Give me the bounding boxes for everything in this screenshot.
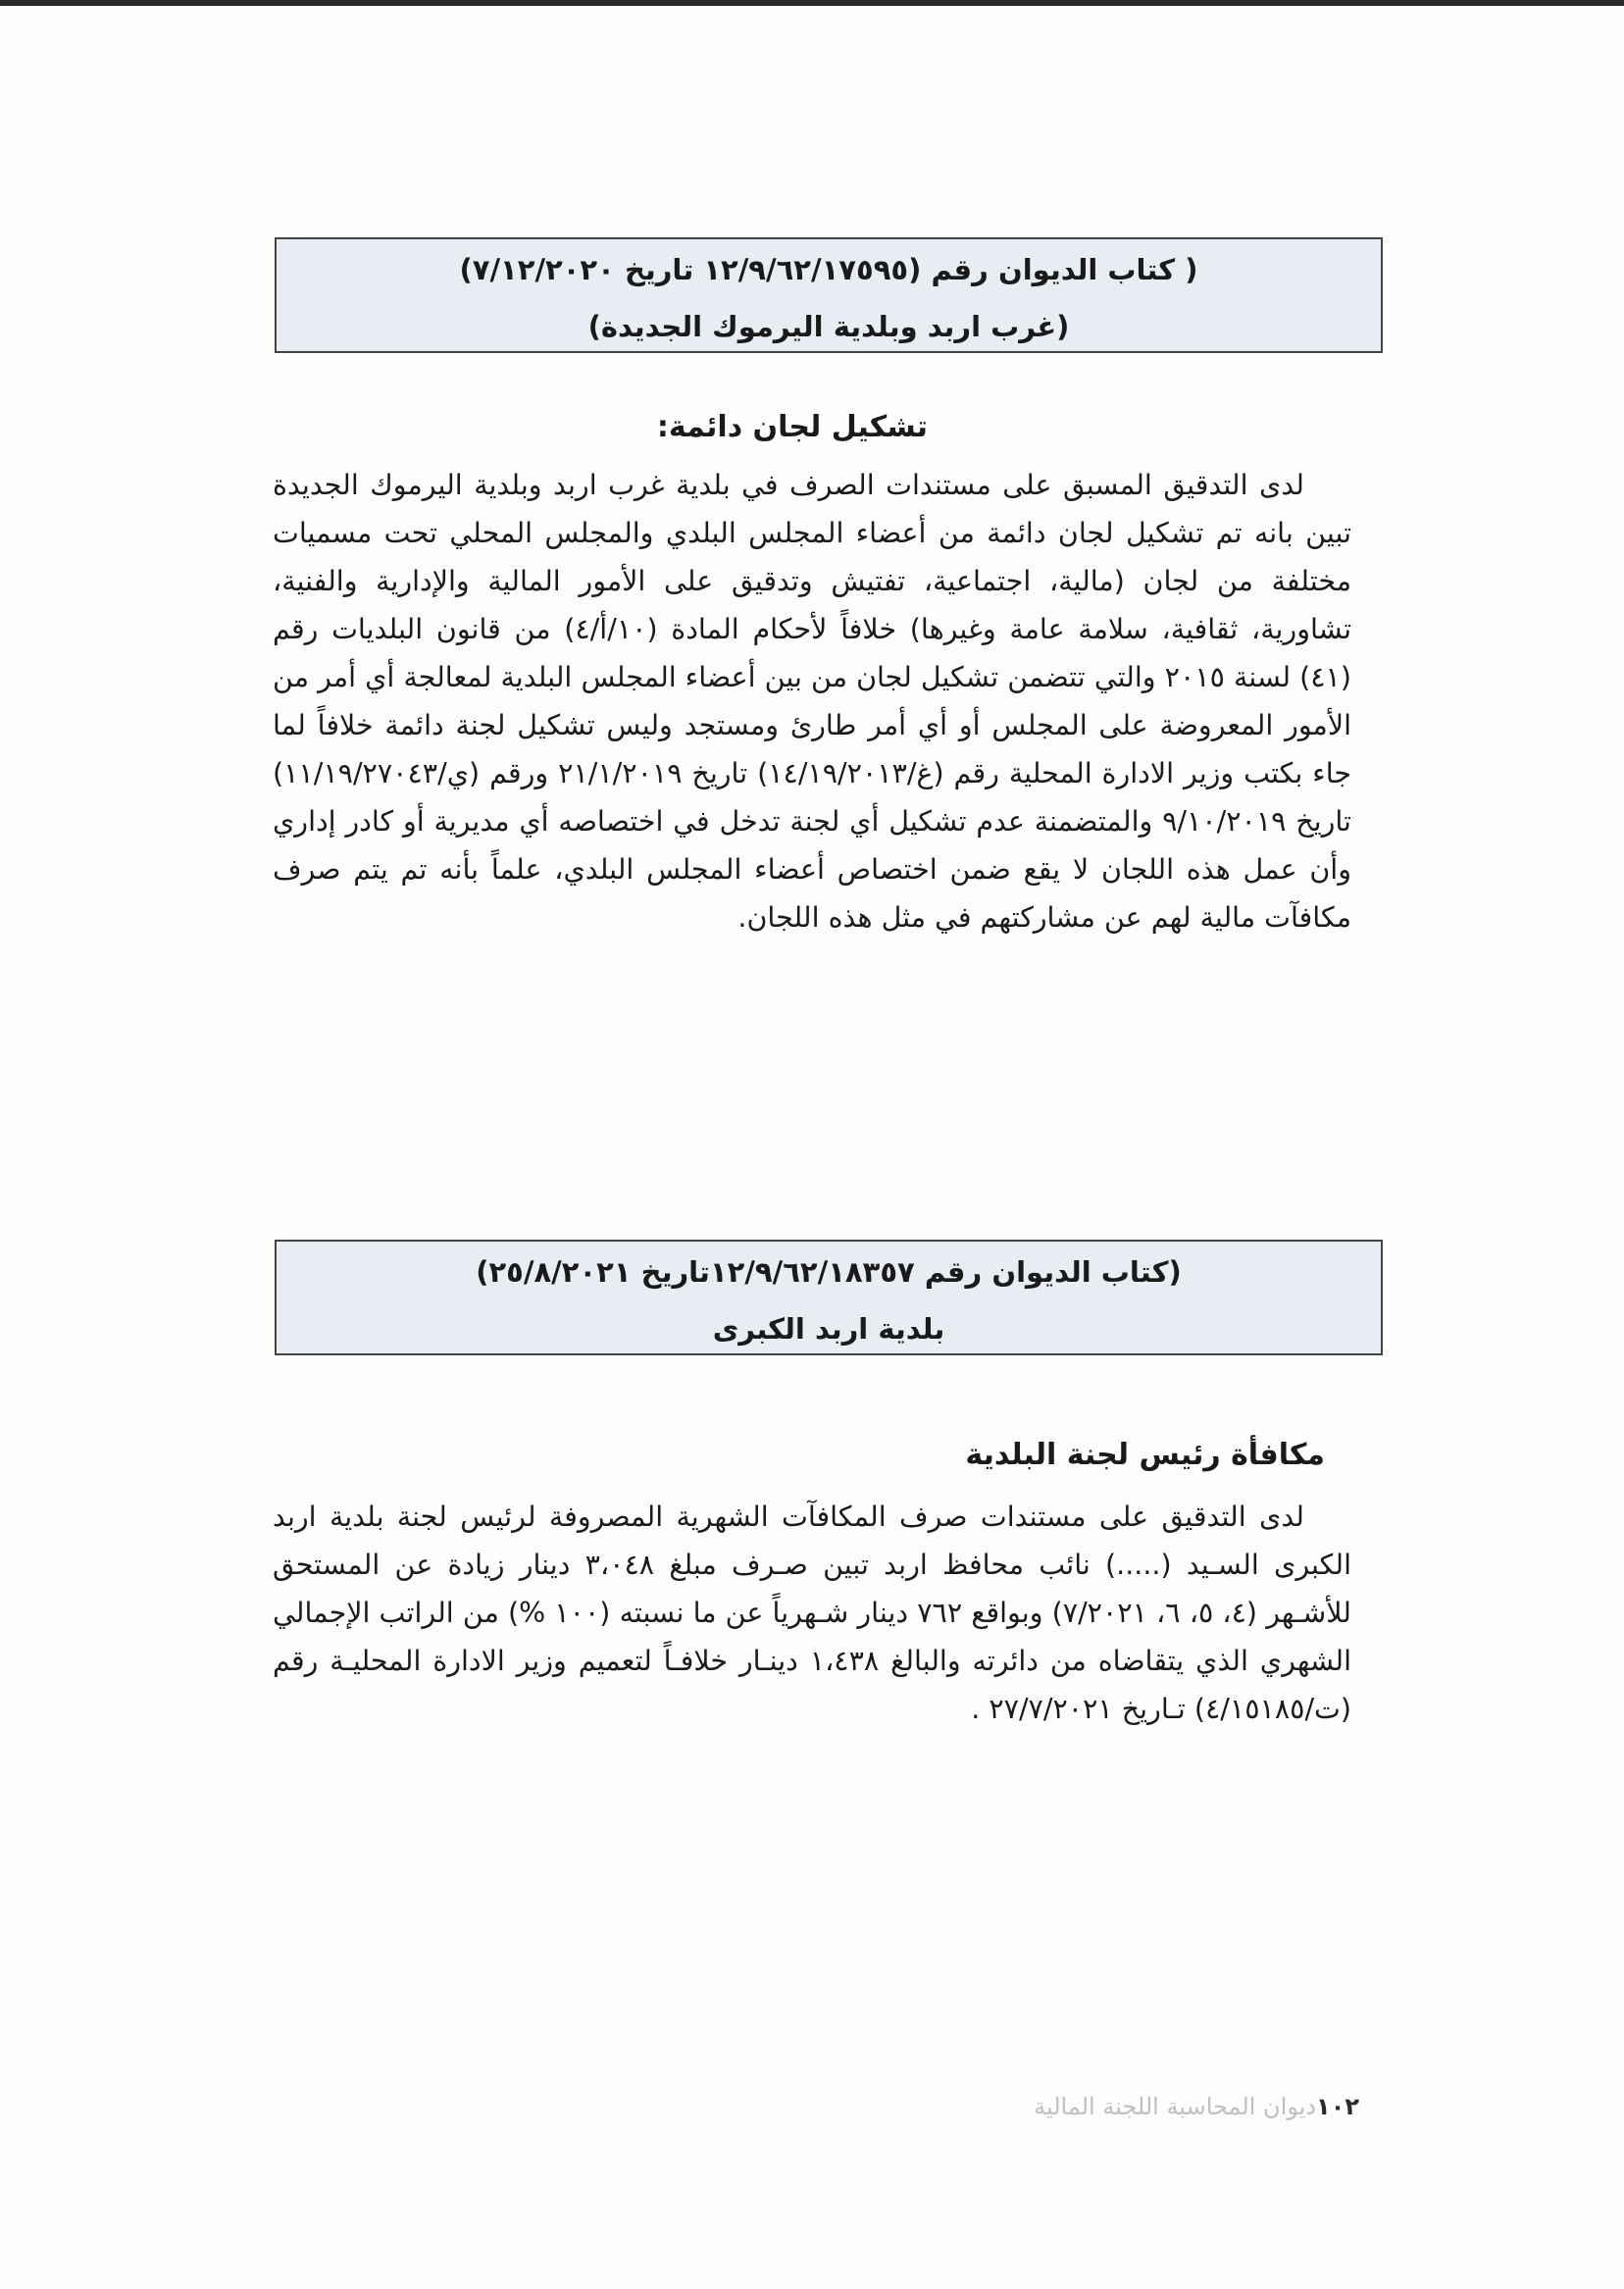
top-border-line <box>0 0 1624 6</box>
section-body-committee-head-bonus <box>273 1493 1351 1733</box>
letter-reference-line-2: بلدية اربد الكبرى <box>712 1312 945 1346</box>
letter-reference-box-1 <box>275 237 1383 353</box>
paragraph-text: لدى التدقيق المسبق على مستندات الصرف في بلدية غرب اربد وبلدية اليرموك الجديدة تبين بانه تم تشكيل لجان دائمة من أعضاء المجلس البلدي والمجلس المحلي تحت مسميات مختلفة من لجان (مالية، اجتماعية، تفتيش وتدقيق على الأمور المالية والإدارية والفنية، تشاورية، ثقافية، سلامة عامة وغيرها) خلافاً لأحكام المادة (١٠/أ/٤) من قانون البلديات رقم (٤١) لسنة ٢٠١٥ والتي تتضمن تشكيل لجان من بين أعضاء المجلس البلدية لمعالجة أي أمر من الأمور المعروضة على المجلس أو أي أمر طارئ ومستجد وليس تشكيل لجنة دائمة خلافاً لما جاء بكتب وزير الادارة المحلية رقم (غ/١٤/١٩/٢٠١٣) تاريخ ٢١/١/٢٠١٩ ورقم (ي/١١/١٩/٢٧٠٤٣) تاريخ ٩/١٠/٢٠١٩ والمتضمنة عدم تشكيل أي لجنة تدخل في اختصاصه أي مديرية أو كادر إداري وأن عمل هذه اللجان لا يقع ضمن اختصاص أعضاء المجلس البلدي، علماً بأنه تم يتم صرف مكافآت مالية لهم عن مشاركتهم في مثل هذه اللجان. <box>273 469 1351 934</box>
page-footer <box>1034 2093 1359 2120</box>
section-body-permanent-committees <box>273 461 1351 941</box>
page-number: ١٠٢ <box>1316 2093 1359 2120</box>
section-heading-committee-head-bonus: مكافأة رئيس لجنة البلدية <box>965 1438 1325 1472</box>
letter-reference-line-2: (غرب اربد وبلدية اليرموك الجديدة) <box>587 310 1070 343</box>
section-heading-permanent-committees: تشكيل لجان دائمة: <box>656 410 928 444</box>
footer-text: ديوان المحاسبة اللجنة المالية <box>1034 2093 1317 2120</box>
paragraph-text: لدى التدقيق على مستندات صرف المكافآت الشهرية المصروفة لرئيس لجنة بلدية اربد الكبرى السـيد (.....) نائب محافظ اربد تبين صـرف مبلغ ٣،٠٤٨ دينار زيادة عن المستحق للأشـهر (٤، ٥، ٦، ٧/٢٠٢١) وبواقع ٧٦٢ دينار شـهرياً عن ما نسبته (١٠٠ %) من الراتب الإجمالي الشهري الذي يتقاضاه من دائرته والبالغ ١،٤٣٨ دينـار خلافـاً لتعميم وزير الادارة المحليـة رقم (ت/٤/١٥١٨٥) تـاريخ ٢٧/٧/٢٠٢١ . <box>273 1501 1351 1725</box>
letter-reference-line-1: ( كتاب الديوان رقم (١٢/٩/٦٢/١٧٥٩٥ تاريخ ٧/١٢/٢٠٢٠) <box>459 253 1198 286</box>
letter-reference-line-1: (كتاب الديوان رقم ١٢/٩/٦٢/١٨٣٥٧تاريخ ٢٥/٨/٢٠٢١) <box>476 1255 1182 1289</box>
letter-reference-box-2 <box>275 1240 1383 1355</box>
